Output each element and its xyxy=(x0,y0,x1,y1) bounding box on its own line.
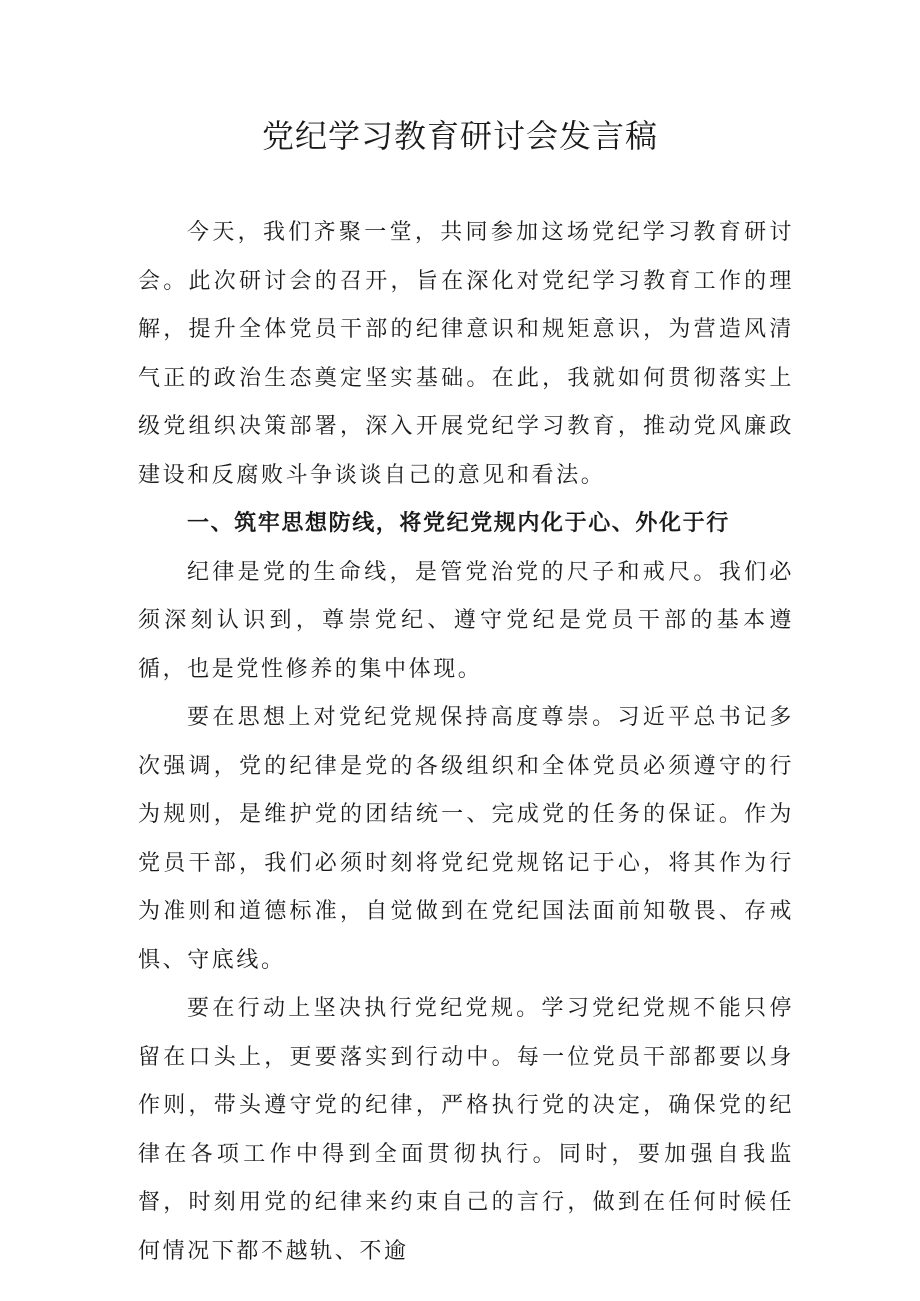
paragraph-intro: 今天，我们齐聚一堂，共同参加这场党纪学习教育研讨会。此次研讨会的召开，旨在深化对党纪学习教育工作的理解，提升全体党员干部的纪律意识和规矩意识，为营造风清气正的政治生态奠定坚实基础。在此，我就如何贯彻落实上级党组织决策部署，深入开展党纪学习教育，推动党风廉政建设和反腐败斗争谈谈自己的意见和看法。 xyxy=(138,220,794,488)
paragraph-discipline-lifeline: 纪律是党的生命线，是管党治党的尺子和戒尺。我们必须深刻认识到，尊崇党纪、遵守党纪是党员干部的基本遵循，也是党性修养的集中体现。 xyxy=(138,559,794,682)
document-body xyxy=(138,209,794,1276)
document-title: 党纪学习教育研讨会发言稿 xyxy=(261,117,658,155)
paragraph-ideological-respect: 要在思想上对党纪党规保持高度尊崇。习近平总书记多次强调，党的纪律是党的各级组织和全体党员必须遵守的行为规则，是维护党的团结统一、完成党的任务的保证。作为党员干部，我们必须时刻将党纪党规铭记于心，将其作为行为准则和道德标准，自觉做到在党纪国法面前知敬畏、存戒惧、守底线。 xyxy=(138,705,794,973)
paragraph-action-execution: 要在行动上坚决执行党纪党规。学习党纪党规不能只停留在口头上，更要落实到行动中。每一位党员干部都要以身作则，带头遵守党的纪律，严格执行党的决定，确保党的纪律在各项工作中得到全面贯彻执行。同时，要加强自我监督，时刻用党的纪律来约束自己的言行，做到在任何时候任何情况下都不越轨、不逾 xyxy=(138,996,794,1264)
section-heading-1: 一、筑牢思想防线，将党纪党规内化于心、外化于行 xyxy=(187,511,730,536)
